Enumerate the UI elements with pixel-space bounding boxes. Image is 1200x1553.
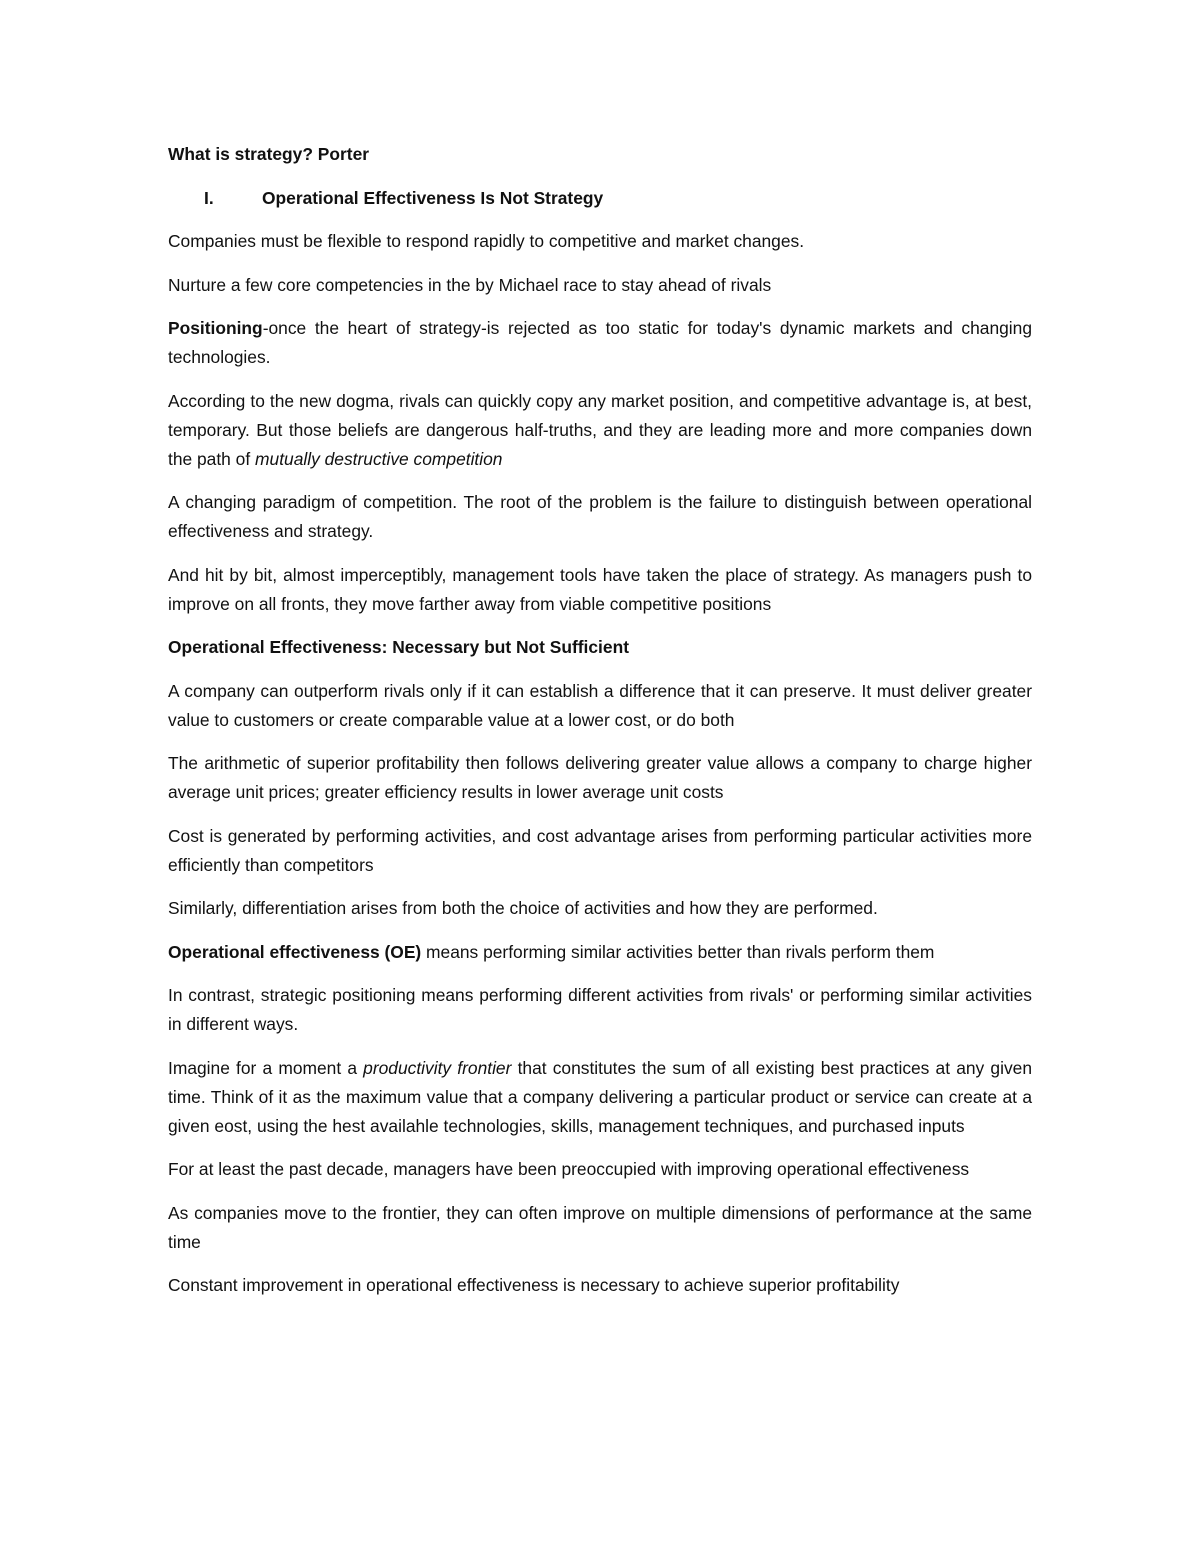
bold-term: Positioning xyxy=(168,318,263,338)
paragraph-text: means performing similar activities better than rivals perform them xyxy=(421,941,935,962)
paragraph: A changing paradigm of competition. The root of the problem is the failure to distinguish between operational effectiveness and strategy. xyxy=(168,492,1032,541)
paragraph: For at least the past decade, managers have been preoccupied with improving operational effectiveness xyxy=(168,1159,970,1179)
paragraph: Companies must be flexible to respond rapidly to competitive and market changes. xyxy=(168,231,805,251)
paragraph: A company can outperform rivals only if it can establish a difference that it can preserve. It must deliver greater value to customers or create comparable value at a lower cost, or do both xyxy=(168,680,1032,730)
paragraph: Nurture a few core competencies in the by Michael race to stay ahead of rivals xyxy=(168,274,772,295)
paragraph-text: According to the new dogma, rivals can quickly copy any market position, and competitive advantage is, at best, temporary. But those beliefs are dangerous half-truths, and they are leading more and more companies down the path of xyxy=(168,390,1032,469)
paragraph: Cost is generated by performing activities, and cost advantage arises from performing particular activities more efficiently than competitors xyxy=(168,825,1032,875)
paragraph: In contrast, strategic positioning means performing different activities from rivals' or performing similar activities in different ways. xyxy=(168,985,1032,1034)
section-heading xyxy=(168,184,1032,213)
paragraph xyxy=(168,938,1032,967)
paragraph: The arithmetic of superior profitability then follows delivering greater value allows a company to charge higher average unit prices; greater efficiency results in lower average unit costs xyxy=(168,753,1032,802)
paragraph xyxy=(168,387,1032,474)
subheading: Operational Effectiveness: Necessary but Not Sufficient xyxy=(168,637,629,657)
paragraph-text: -once the heart of strategy-is rejected as too static for today's dynamic markets and changing technologies. xyxy=(168,318,1032,367)
paragraph: And hit by bit, almost imperceptibly, management tools have taken the place of strategy. As managers push to improve on all fronts, they move farther away from viable competitive positions xyxy=(168,564,1032,614)
paragraph-text: Imagine for a moment a xyxy=(168,1057,364,1078)
paragraph xyxy=(168,1054,1032,1141)
paragraph-text: that constitutes the sum of all existing best practices at any given time. Think of it as the maximum value that a company delivering a particular product or service can create at a given eost, using the hest availahle technologies, skills, management techniques, and purchased inputs xyxy=(168,1057,1032,1136)
document-page xyxy=(168,140,1032,1315)
italic-term: mutually destructive competition xyxy=(255,448,503,469)
section-title: Operational Effectiveness Is Not Strategy xyxy=(262,188,604,208)
italic-term: productivity frontier xyxy=(363,1057,512,1078)
bold-term: Operational effectiveness (OE) xyxy=(168,941,422,962)
paragraph: Constant improvement in operational effectiveness is necessary to achieve superior profitability xyxy=(168,1275,900,1295)
document-title: What is strategy? Porter xyxy=(168,144,370,164)
paragraph: As companies move to the frontier, they can often improve on multiple dimensions of performance at the same time xyxy=(168,1202,1032,1252)
section-number: I. xyxy=(204,188,214,208)
paragraph: Similarly, differentiation arises from both the choice of activities and how they are performed. xyxy=(168,898,878,918)
paragraph xyxy=(168,314,1032,372)
